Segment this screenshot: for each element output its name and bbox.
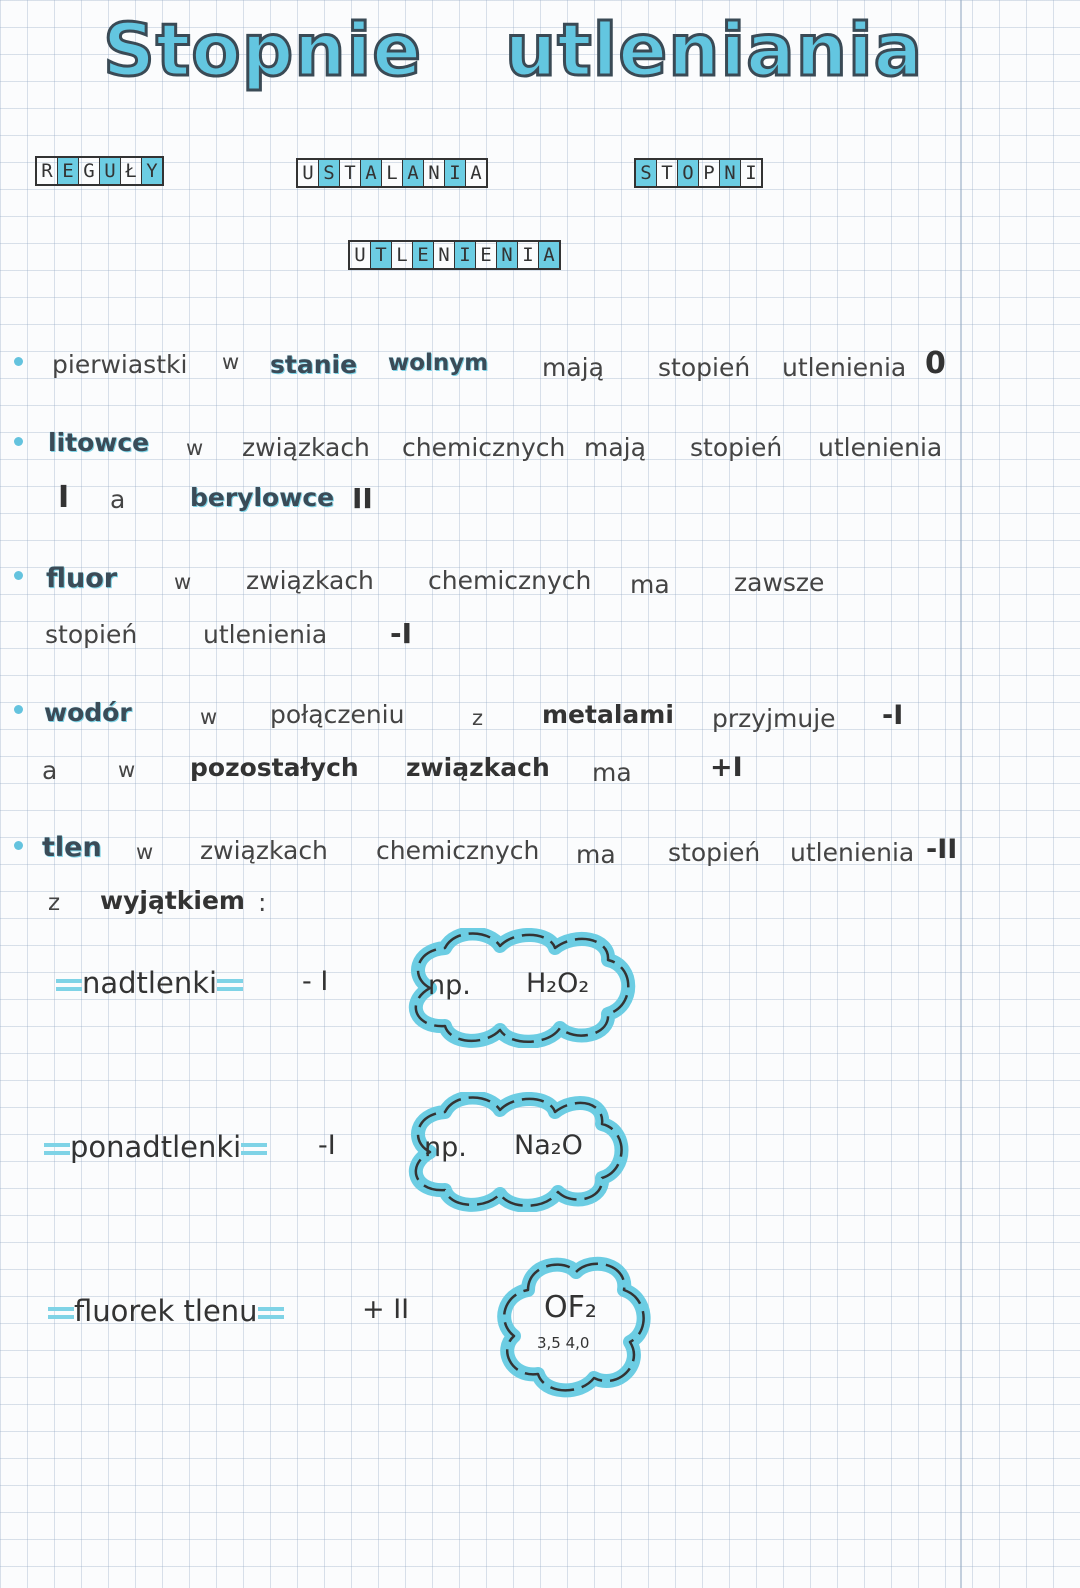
box-letter: R [37,158,58,184]
r3-word-zawsze: zawsze [734,568,825,597]
highlight-dash-icon [241,1142,267,1156]
page-margin-line [960,0,962,1588]
r2-word-berylowce: berylowce [190,483,335,512]
exception-ponadtlenki [44,1130,267,1164]
formula-of2: OF₂ [544,1290,597,1325]
r3-word-stopien: stopień [45,620,138,649]
box-letter: P [699,160,720,186]
r1-word-stanie: stanie [270,350,358,379]
r1-value-zero: 0 [925,346,946,381]
exception-name: fluorek tlenu [74,1294,258,1328]
cloud-shape-icon [488,1250,658,1400]
r5-word-zwiazkach: związkach [200,836,328,865]
r1-word-wolnym: wolnym [388,350,489,376]
r5-word-colon: : [258,888,267,917]
exception-fluorek-tlenu [48,1294,284,1328]
box-letter: I [445,160,466,186]
r5-word-chemicznych: chemicznych [376,836,540,865]
box-letter: E [58,158,79,184]
example-formula-na2o: Na₂O [514,1130,583,1161]
r2-word-a: a [110,485,126,514]
box-letter: I [745,162,757,184]
box-letter: S [319,160,340,186]
box-letter: G [79,158,100,184]
header-box-reguly [35,156,164,186]
box-letter: T [371,242,392,268]
highlight-dash-icon [44,1142,70,1156]
r5-word-w: w [136,840,154,864]
box-letter: A [470,162,482,184]
header-box-stopni [634,158,763,188]
bullet-rule-3 [14,571,23,580]
box-letter: N [424,160,445,186]
box-letter: L [382,160,403,186]
header-box-ustalania [296,158,488,188]
r4-word-pozostalych: pozostałych [190,753,359,782]
exception-value: -I [318,1130,336,1161]
bullet-rule-4 [14,705,23,714]
r3-word-chemicznych: chemicznych [428,566,592,595]
r4-word-w: w [200,705,218,729]
box-letter: I [518,242,539,268]
box-letter: Y [142,158,162,184]
box-letter: S [636,160,657,186]
box-letter: Ł [121,158,142,184]
r1-word-maja: mają [542,353,604,382]
r1-word-stopien: stopień [658,353,751,382]
box-letter: A [403,160,424,186]
r4-word-zwiazkach: związkach [406,753,550,782]
title-word-2: utleniania [505,8,924,92]
electronegativity-values: 3,5 4,0 [537,1334,590,1352]
box-letter: L [392,242,413,268]
r5-word-ma: ma [576,840,616,869]
r4-word-w2: w [118,758,136,782]
r2-word-stopien: stopień [690,433,783,462]
box-letter: U [100,158,121,184]
r1-word-utlenienia: utlenienia [782,353,907,382]
box-letter: E [413,242,434,268]
r3-word-fluor: fluor [46,563,118,594]
r2-value-I: I [58,480,70,515]
exception-value: + II [362,1294,410,1325]
title-word-1: Stopnie [103,8,423,92]
r5-word-utlenienia: utlenienia [790,838,915,867]
r3-word-ma: ma [630,570,670,599]
box-letter: N [720,160,741,186]
r2-value-II: II [352,482,373,515]
r4-word-a: a [42,756,58,785]
r2-word-utlenienia: utlenienia [818,433,943,462]
example-prefix: np. [424,1132,467,1163]
r4-word-przyjmuje: przyjmuje [712,704,836,733]
example-formula-h2o2: H₂O₂ [526,968,590,999]
r3-word-zwiazkach: związkach [246,566,374,595]
exception-name: nadtlenki [82,966,218,1000]
highlight-dash-icon [56,978,82,992]
r1-word-pierwiastki: pierwiastki [52,350,188,379]
box-letter: N [434,242,455,268]
r2-word-maja: mają [584,433,646,462]
highlight-dash-icon [217,978,243,992]
box-letter: T [340,160,361,186]
r2-word-zwiazkach: związkach [242,433,370,462]
r3-word-w: w [174,570,192,594]
r4-word-z: z [472,706,484,730]
box-letter: I [455,242,476,268]
r4-value-plus-I: +I [710,752,743,783]
bullet-rule-2 [14,437,23,446]
r2-word-w: w [186,436,204,460]
r5-word-z: z [48,890,61,916]
r4-word-wodor: wodór [44,698,132,727]
r3-value-minus-I: -I [390,617,413,650]
box-letter: A [539,242,559,268]
r4-value-minus-I: -I [882,700,904,731]
bullet-rule-1 [14,357,23,366]
r2-word-chemicznych: chemicznych [402,433,566,462]
box-letter: E [476,242,497,268]
r5-value-minus-II: -II [926,834,958,865]
r1-word-w: w [222,350,240,374]
box-letter: T [657,160,678,186]
r4-word-polaczeniu: połączeniu [270,700,405,729]
r2-word-litowce: litowce [48,428,150,457]
example-prefix: np. [428,970,471,1001]
box-letter: N [497,242,518,268]
r4-word-metalami: metalami [542,700,674,729]
exception-nadtlenki [56,966,243,1000]
box-letter: A [361,160,382,186]
exception-name: ponadtlenki [70,1130,242,1164]
r3-word-utlenienia: utlenienia [203,620,328,649]
r5-word-stopien: stopień [668,838,761,867]
box-letter: O [678,160,699,186]
box-letter: U [350,242,371,268]
highlight-dash-icon [48,1306,74,1320]
r5-word-tlen: tlen [42,832,102,863]
r4-word-ma: ma [592,758,632,787]
bullet-rule-5 [14,841,23,850]
header-box-utlenienia [348,240,561,270]
highlight-dash-icon [258,1306,284,1320]
box-letter: U [298,160,319,186]
exception-value: - I [302,966,329,997]
r5-word-wyjatkiem: wyjątkiem [100,886,245,915]
